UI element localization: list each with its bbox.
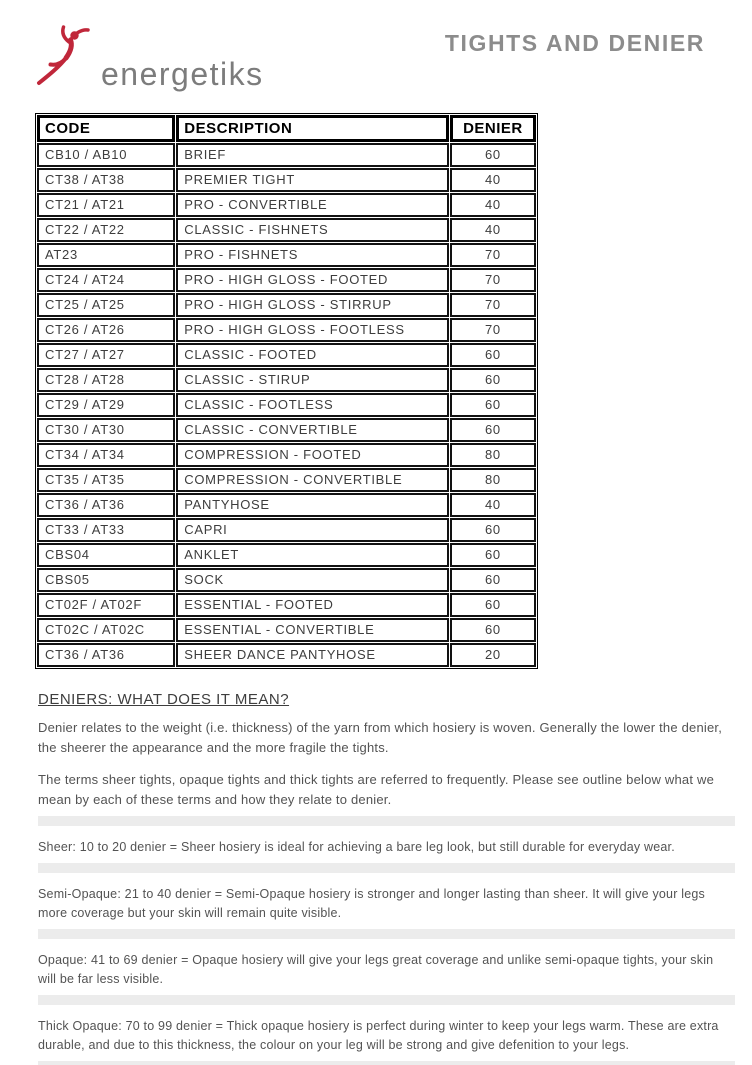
table-row <box>37 143 536 167</box>
row-code: CT21 / AT21 <box>37 193 175 217</box>
row-denier: 80 <box>450 468 536 492</box>
row-code: CT34 / AT34 <box>37 443 175 467</box>
table-row <box>37 493 536 517</box>
row-description: CLASSIC - FISHNETS <box>176 218 449 242</box>
table-row <box>37 418 536 442</box>
row-denier: 60 <box>450 543 536 567</box>
intro-paragraph: The terms sheer tights, opaque tights and thick tights are referred to frequently. Please see outline below what we mean by each of these terms and how they relate to denier. <box>38 772 715 807</box>
row-description: COMPRESSION - CONVERTIBLE <box>176 468 449 492</box>
row-denier: 60 <box>450 618 536 642</box>
row-code: CBS05 <box>37 568 175 592</box>
row-code: CT38 / AT38 <box>37 168 175 192</box>
table-row <box>37 593 536 617</box>
row-description: PRO - HIGH GLOSS - STIRRUP <box>176 293 449 317</box>
table-row <box>37 443 536 467</box>
row-denier: 60 <box>450 143 536 167</box>
denier-sections <box>38 816 735 1065</box>
table-row <box>37 643 536 667</box>
row-code: CT36 / AT36 <box>37 643 175 667</box>
column-header-code: CODE <box>37 115 175 142</box>
row-code: CB10 / AB10 <box>37 143 175 167</box>
row-denier: 40 <box>450 493 536 517</box>
section-text: Sheer: 10 to 20 denier = Sheer hosiery is ideal for achieving a bare leg look, but still durable for everyday wear. <box>38 840 675 854</box>
row-description: BRIEF <box>176 143 449 167</box>
section-text: Thick Opaque: 70 to 99 denier = Thick opaque hosiery is perfect during winter to keep your legs warm. These are extra durable, and due to this thickness, the colour on your leg will be strong and give defenition to your legs. <box>38 1019 719 1052</box>
section-divider <box>38 816 735 826</box>
row-denier: 20 <box>450 643 536 667</box>
row-denier: 40 <box>450 168 536 192</box>
section-divider <box>38 1061 735 1065</box>
row-code: CT35 / AT35 <box>37 468 175 492</box>
table-row <box>37 293 536 317</box>
section-divider <box>38 995 735 1005</box>
table-row <box>37 218 536 242</box>
row-code: CT26 / AT26 <box>37 318 175 342</box>
row-code: CT24 / AT24 <box>37 268 175 292</box>
section-divider <box>38 863 735 873</box>
brand-name: energetiks <box>101 56 264 92</box>
row-description: ESSENTIAL - FOOTED <box>176 593 449 617</box>
row-code: CT29 / AT29 <box>37 393 175 417</box>
page-title: TIGHTS AND DENIER <box>444 30 705 56</box>
row-description: ANKLET <box>176 543 449 567</box>
table-row <box>37 268 536 292</box>
row-description: CLASSIC - STIRUP <box>176 368 449 392</box>
row-description: PRO - FISHNETS <box>176 243 449 267</box>
page-header <box>0 0 752 113</box>
row-code: CT33 / AT33 <box>37 518 175 542</box>
row-description: PREMIER TIGHT <box>176 168 449 192</box>
row-denier: 70 <box>450 318 536 342</box>
table-row <box>37 393 536 417</box>
denier-info <box>38 691 735 1065</box>
row-description: SHEER DANCE PANTYHOSE <box>176 643 449 667</box>
intro-paragraph: Denier relates to the weight (i.e. thickness) of the yarn from which hosiery is woven. Generally the lower the denier, the sheerer the appearance and the more fragile the tights. <box>38 720 723 755</box>
row-description: CLASSIC - FOOTED <box>176 343 449 367</box>
table-row <box>37 518 536 542</box>
row-code: CT27 / AT27 <box>37 343 175 367</box>
header-row <box>37 115 536 142</box>
row-denier: 70 <box>450 268 536 292</box>
row-denier: 60 <box>450 343 536 367</box>
row-denier: 40 <box>450 193 536 217</box>
table-row <box>37 543 536 567</box>
row-code: CT22 / AT22 <box>37 218 175 242</box>
table-row <box>37 468 536 492</box>
denier-table-header <box>37 115 536 142</box>
row-denier: 60 <box>450 568 536 592</box>
row-description: SOCK <box>176 568 449 592</box>
row-description: CLASSIC - CONVERTIBLE <box>176 418 449 442</box>
table-row <box>37 568 536 592</box>
table-row <box>37 618 536 642</box>
row-denier: 80 <box>450 443 536 467</box>
section-text: Opaque: 41 to 69 denier = Opaque hosiery will give your legs great coverage and unlike semi-opaque tights, your skin will be far less visible. <box>38 953 714 986</box>
denier-table <box>35 113 538 669</box>
table-row <box>37 243 536 267</box>
row-code: CT02C / AT02C <box>37 618 175 642</box>
section-text: Semi-Opaque: 21 to 40 denier = Semi-Opaque hosiery is stronger and longer lasting than sheer. It will give your legs more coverage but your skin will remain quite visible. <box>38 887 705 920</box>
row-code: CT28 / AT28 <box>37 368 175 392</box>
row-description: CLASSIC - FOOTLESS <box>176 393 449 417</box>
row-description: COMPRESSION - FOOTED <box>176 443 449 467</box>
row-code: CT30 / AT30 <box>37 418 175 442</box>
row-code: AT23 <box>37 243 175 267</box>
row-code: CT36 / AT36 <box>37 493 175 517</box>
row-denier: 60 <box>450 393 536 417</box>
row-denier: 40 <box>450 218 536 242</box>
row-code: CT02F / AT02F <box>37 593 175 617</box>
column-header-description: DESCRIPTION <box>176 115 449 142</box>
row-denier: 60 <box>450 368 536 392</box>
row-description: PANTYHOSE <box>176 493 449 517</box>
row-denier: 70 <box>450 293 536 317</box>
section-divider <box>38 929 735 939</box>
table-row <box>37 343 536 367</box>
column-header-denier: DENIER <box>450 115 536 142</box>
row-denier: 60 <box>450 593 536 617</box>
row-denier: 70 <box>450 243 536 267</box>
dancer-icon <box>35 20 93 88</box>
info-heading: DENIERS: WHAT DOES IT MEAN? <box>38 691 290 708</box>
table-row <box>37 368 536 392</box>
denier-table-body <box>37 143 536 667</box>
row-description: PRO - HIGH GLOSS - FOOTLESS <box>176 318 449 342</box>
table-row <box>37 318 536 342</box>
row-code: CBS04 <box>37 543 175 567</box>
table-row <box>37 168 536 192</box>
row-denier: 60 <box>450 418 536 442</box>
table-row <box>37 193 536 217</box>
row-description: PRO - CONVERTIBLE <box>176 193 449 217</box>
energetiks-logo <box>35 16 295 96</box>
row-denier: 60 <box>450 518 536 542</box>
row-description: PRO - HIGH GLOSS - FOOTED <box>176 268 449 292</box>
row-description: CAPRI <box>176 518 449 542</box>
row-description: ESSENTIAL - CONVERTIBLE <box>176 618 449 642</box>
row-code: CT25 / AT25 <box>37 293 175 317</box>
